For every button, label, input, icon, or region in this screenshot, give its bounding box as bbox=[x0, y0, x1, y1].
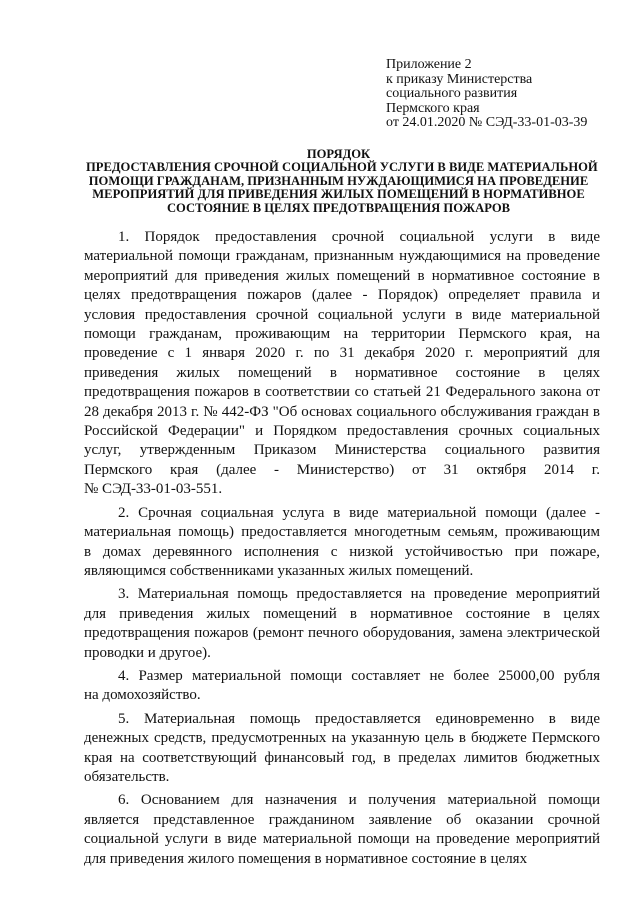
paragraph-line: 3. Материальная помощь предоставляется на проведение мероприятий bbox=[118, 586, 600, 603]
paragraph-line: материальная помощь) предоставляется многодетным семьям, проживающим bbox=[84, 524, 600, 541]
paragraph-line: услуг, утвержденным Приказом Министерства социального развития bbox=[84, 442, 600, 459]
paragraph-line: на домохозяйство. bbox=[84, 687, 201, 704]
paragraph-line: Пермского края (далее - Министерство) от 31 октября 2014 г. bbox=[84, 461, 600, 478]
paragraph-2 bbox=[84, 504, 600, 582]
paragraph-line: 6. Основанием для назначения и получения материальной помощи bbox=[118, 792, 600, 809]
paragraph-line: 5. Материальная помощь предоставляется единовременно в виде bbox=[118, 710, 600, 727]
paragraph-line: 2. Срочная социальная услуга в виде материальной помощи (далее - bbox=[118, 504, 600, 521]
paragraph-line: для приведения жилых помещений в нормативное состояние в целях bbox=[84, 605, 600, 622]
paragraph-line: денежных средств, предусмотренных на указанную цель в бюджете Пермского bbox=[84, 730, 600, 747]
paragraph-line: социальной услуги в виде материальной помощи на проведение мероприятий bbox=[84, 831, 600, 848]
paragraph-1 bbox=[84, 228, 600, 500]
paragraph-line: проведение с 1 января 2020 г. по 31 декабря 2020 г. мероприятий для bbox=[84, 345, 600, 362]
paragraph-line: предотвращения пожаров в соответствии со статьей 21 Федерального закона от bbox=[84, 384, 600, 401]
annex-header bbox=[386, 58, 587, 131]
paragraph-line: проводки и другое). bbox=[84, 644, 211, 661]
paragraph-line: № СЭД-33-01-03-551. bbox=[84, 481, 223, 498]
annex-line: Пермского края bbox=[386, 100, 480, 116]
title-line: ПОРЯДОК bbox=[306, 147, 371, 161]
paragraph-6 bbox=[84, 791, 600, 869]
paragraph-line: условия предоставления срочной социальной услуги в виде материальной bbox=[84, 306, 600, 323]
annex-line: Приложение 2 bbox=[386, 57, 472, 72]
title-line: ПРЕДОСТАВЛЕНИЯ СРОЧНОЙ СОЦИАЛЬНОЙ УСЛУГИ В ВИДЕ МАТЕРИАЛЬНОЙ bbox=[86, 160, 598, 175]
document-body bbox=[84, 228, 600, 873]
paragraph-line: 28 декабря 2013 г. № 442-ФЗ "Об основах социального обслуживания граждан в bbox=[84, 403, 600, 420]
paragraph-line: Российской Федерации" и Порядком предоставления срочных социальных bbox=[84, 423, 600, 440]
annex-line: к приказу Министерства bbox=[386, 71, 533, 87]
paragraph-line: приведения жилых помещений в нормативное состояние в целях bbox=[84, 364, 600, 381]
paragraph-line: являющимся собственниками указанных жилых помещений. bbox=[84, 562, 474, 579]
document-title bbox=[86, 147, 598, 215]
paragraph-4 bbox=[84, 667, 600, 706]
paragraph-5 bbox=[84, 710, 600, 788]
paragraph-line: 1. Порядок предоставления срочной социальной услуги в виде bbox=[118, 229, 600, 245]
title-line: ПОМОЩИ ГРАЖДАНАМ, ПРИЗНАННЫМ НУЖДАЮЩИМИСЯ НА ПРОВЕДЕНИЕ bbox=[88, 173, 589, 188]
annex-line: от 24.01.2020 № СЭД-33-01-03-39 bbox=[386, 115, 588, 130]
title-line: МЕРОПРИЯТИЙ ДЛЯ ПРИВЕДЕНИЯ ЖИЛЫХ ПОМЕЩЕНИЙ В НОРМАТИВНОЕ bbox=[92, 187, 585, 202]
paragraph-line: мероприятий для приведения жилых помещений в нормативное состояние в bbox=[84, 267, 600, 284]
paragraph-line: обязательств. bbox=[84, 768, 170, 785]
paragraph-line: материальной помощи гражданам, признанным нуждающимися на проведение bbox=[84, 248, 600, 265]
paragraph-line: помощи гражданам, проживающим на территории Пермского края, на bbox=[84, 326, 600, 343]
paragraph-line: для приведения жилого помещения в нормативное состояние в целях bbox=[84, 850, 528, 867]
paragraph-line: является представленное гражданином заявление об оказании срочной bbox=[84, 811, 600, 828]
annex-line: социального развития bbox=[386, 86, 518, 101]
paragraph-line: целях предотвращения пожаров (далее - Порядок) определяет правила и bbox=[84, 287, 600, 304]
paragraph-line: предотвращения пожаров (ремонт печного оборудования, замена электрической bbox=[84, 625, 600, 642]
paragraph-line: в домах деревянного исполнения с низкой устойчивостью при пожаре, bbox=[84, 543, 600, 560]
paragraph-3 bbox=[84, 585, 600, 663]
title-line: СОСТОЯНИЕ В ЦЕЛЯХ ПРЕДОТВРАЩЕНИЯ ПОЖАРОВ bbox=[166, 200, 511, 215]
paragraph-line: 4. Размер материальной помощи составляет не более 25000,00 рубля bbox=[118, 667, 600, 684]
paragraph-line: края на соответствующий финансовый год, в пределах лимитов бюджетных bbox=[84, 749, 600, 766]
